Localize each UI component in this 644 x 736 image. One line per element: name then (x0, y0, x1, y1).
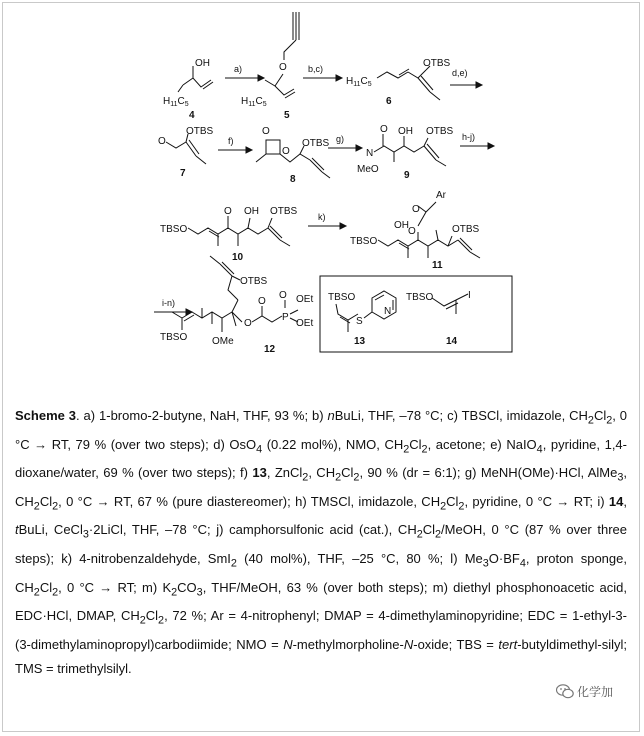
compound-number: 10 (232, 252, 244, 263)
arrowhead (356, 145, 362, 151)
otbs-label: OTBS (452, 224, 480, 235)
h11c5-label: $H_{11}C_5$ (163, 96, 189, 108)
watermark-text: 化学加 (577, 685, 614, 699)
compound-number: 13 (354, 336, 366, 347)
o-label: O (408, 226, 416, 237)
arrowhead (246, 147, 252, 153)
p-label: P (282, 312, 289, 323)
reagent-label: f) (228, 136, 234, 146)
reagent-label: d,e) (452, 68, 468, 78)
ar-label: Ar (436, 190, 446, 201)
compound-number: 9 (404, 170, 410, 181)
arrowhead (258, 75, 264, 81)
o-label: O (244, 318, 252, 329)
reagent-label: g) (336, 134, 345, 144)
compound-number: 7 (180, 168, 186, 179)
o-label: O (279, 290, 287, 301)
compound-number: 12 (264, 344, 276, 355)
wechat-icon (556, 684, 574, 699)
tbso-label: TBSO (160, 224, 188, 235)
arrowhead (488, 143, 494, 149)
reagent-label: k) (318, 212, 326, 222)
o-label: O (380, 124, 388, 135)
compound-14 (406, 290, 471, 347)
oet-label: OEt (296, 294, 314, 305)
compound-number: 5 (284, 110, 290, 121)
scheme-caption (15, 404, 627, 681)
tbso-label: TBSO (160, 332, 188, 343)
compound-9 (357, 124, 454, 181)
oh-label: OH (394, 220, 409, 231)
n-label: N (366, 148, 374, 159)
compound-8 (256, 126, 330, 185)
oh-label: OH (195, 58, 210, 69)
tbso-label: TBSO (350, 236, 378, 247)
o-label: O (412, 204, 420, 215)
compound-number: 14 (446, 336, 458, 347)
s-label: S (356, 316, 363, 327)
h11c5-label: $H_{11}C_5$ (241, 96, 267, 108)
reagent-label: b,c) (308, 64, 324, 74)
otbs-label: OTBS (302, 138, 330, 149)
ome-label: OMe (212, 336, 234, 347)
o-label: O (262, 126, 270, 137)
otbs-label: OTBS (423, 58, 451, 69)
h11c5-label: $H_{11}C_5$ (346, 76, 372, 88)
otbs-label: OTBS (240, 276, 268, 287)
compound-4 (163, 58, 213, 121)
oh-label: OH (244, 206, 259, 217)
reagent-label: h-j) (462, 132, 475, 142)
compound-number: 4 (189, 110, 195, 121)
compound-number: 8 (290, 174, 296, 185)
compound-number: 6 (386, 96, 392, 107)
compound-13 (328, 291, 396, 347)
otbs-label: OTBS (186, 126, 214, 137)
arrowhead (340, 223, 346, 229)
compound-12 (160, 256, 313, 355)
arrowhead (476, 82, 482, 88)
i-label: I (468, 290, 471, 301)
o-label: O (282, 146, 290, 157)
reagent-label: i-n) (162, 298, 175, 308)
tbso-label: TBSO (328, 292, 356, 303)
o-label: O (279, 62, 287, 73)
compound-5 (241, 12, 299, 121)
reagent-box (320, 276, 512, 352)
tbso-label: TBSO (406, 292, 434, 303)
caption-text: Scheme 3. a) 1-bromo-2-butyne, NaH, THF, 93 %; b) nBuLi, THF, –78 °C; c) TBSCl, imidazole, $CH_2Cl_2$, 0 °C → RT, 79 % (over two steps); d) OsO$_4$ (0.22 mol%), NMO, $CH_2Cl_2$, acetone; e) NaIO$_4$, pyridine, 1,4-dioxane/water, 69 % (over two steps); f) 13, ZnCl$_2$, $CH_2Cl_2$, 90 % (dr = 6:1); g) MeNH(OMe)·HCl, AlMe$_3$, $CH_2Cl_2$, 0 °C → RT, 67 % (pure diastereomer); h) TMSCl, imidazole, $CH_2Cl_2$, pyridine, 0 °C → RT; i) 14, tBuLi, CeCl$_3$·2LiCl, THF, –78 °C; j) camphorsulfonic acid (cat.), $CH_2Cl_2$/MeOH, 0 °C (87 % over three steps); k) 4-nitrobenzaldehyde, SmI$_2$ (40 mol%), THF, –25 °C, 80 %; l) $Me_3O\cdot BF_4$, proton sponge, $CH_2Cl_2$, 0 °C → RT; m) $K_2CO_3$, THF/MeOH, 63 % (over both steps); m) diethyl phosphonoacetic acid, EDC·HCl, DMAP, $CH_2Cl_2$, 72 %; Ar = 4-nitrophenyl; DMAP = 4-dimethylaminopyridine; EDC = 1-ethyl-3-(3-dimethylaminopropyl)carbodiimide; NMO = N-methylmorpholine-N-oxide; TBS = tert-butyldimethyl-silyl; TMS = trimethylsilyl. (15, 408, 628, 676)
n-label: N (384, 306, 392, 317)
otbs-label: OTBS (426, 126, 454, 137)
o-label: O (158, 136, 166, 147)
compound-11 (350, 190, 480, 271)
otbs-label: OTBS (270, 206, 298, 217)
scheme-label: Scheme 3 (15, 408, 77, 423)
o-label: O (258, 296, 266, 307)
o-label: O (224, 206, 232, 217)
oh-label: OH (398, 126, 413, 137)
compound-number: 11 (432, 260, 443, 271)
oet-label: OEt (296, 318, 314, 329)
arrowhead (336, 75, 342, 81)
meo-label: MeO (357, 164, 379, 175)
compound-10 (160, 206, 298, 263)
compound-7 (158, 126, 214, 179)
compound-6 (346, 58, 451, 107)
watermark (556, 683, 613, 700)
reagent-label: a) (234, 64, 243, 74)
